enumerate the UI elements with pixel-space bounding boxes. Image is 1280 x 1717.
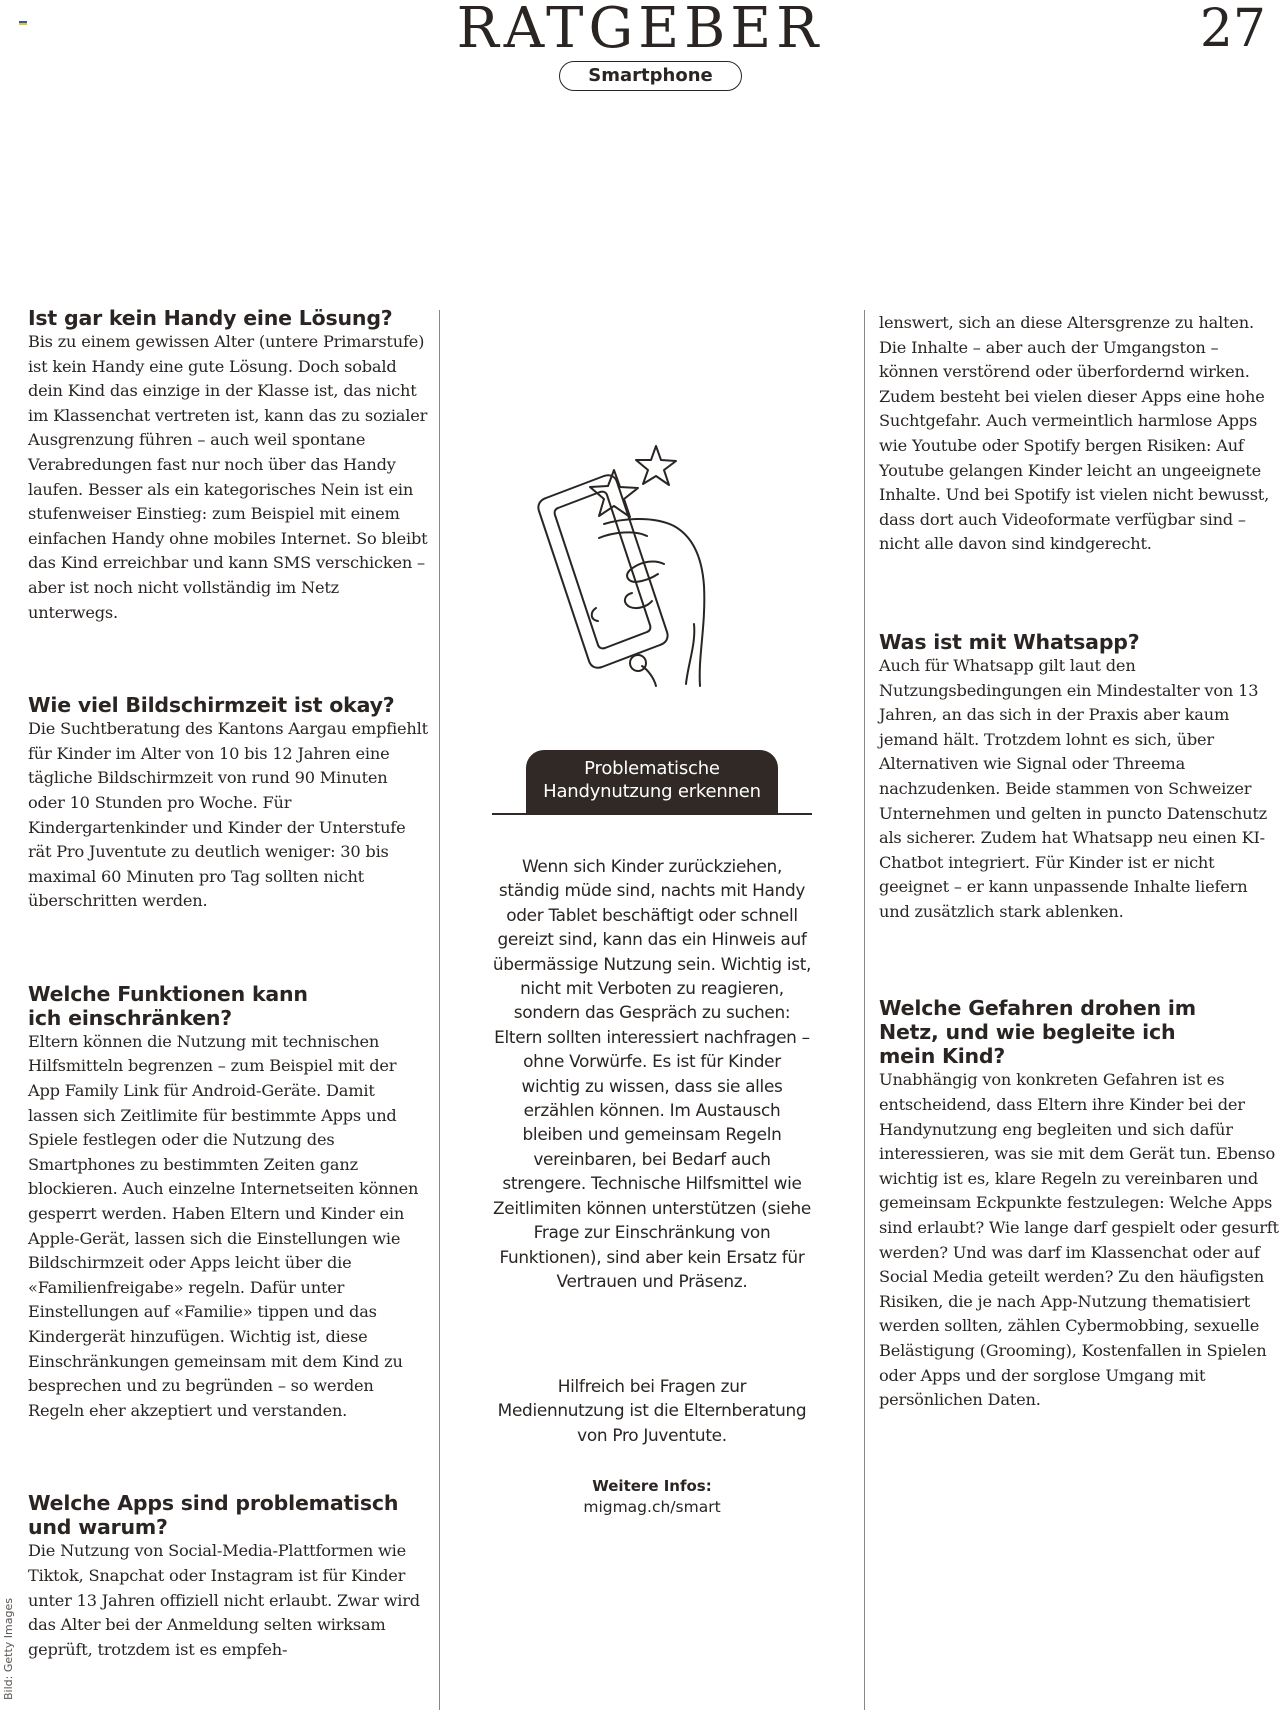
article-section <box>28 693 428 914</box>
section-heading: Ist gar kein Handy eine Lösung? <box>28 306 393 330</box>
column-divider <box>864 310 865 1710</box>
column-divider <box>439 310 440 1710</box>
page-number: 27 <box>1199 0 1266 59</box>
section-text: Eltern können die Nutzung mit technischen Hilfsmitteln begrenzen – zum Beispiel mit der App Family Link für Android-Geräte. Damit lassen sich Zeitlimite für bestimmte Apps und Spiele festlegen oder die Nutzung des Smartphones zu bestimmten Zeiten ganz blockieren. Auch einzelne Internetseiten können gesperrt werden. Haben Eltern und Kinder ein Apple-Gerät, lassen sich die Einstellungen wie Bildschirmzeit oder Apps leicht über die «Familienfreigabe» regeln. Dafür unter Einstellungen auf «Familie» tippen und das Kindergerät hinzufügen. Wichtig ist, diese Einschränkungen gemeinsam mit dem Kind zu besprechen und zu begründen – so werden Regeln eher akzeptiert und verstanden. <box>28 1031 419 1420</box>
section-text: Unabhängig von konkreten Gefahren ist es entscheidend, dass Eltern ihre Kinder bei der Handynutzung eng begleiten und sich dafür interessieren, was sie mit dem Gerät tun. Ebenso wichtig ist es, klare Regeln zu vereinbaren und gemeinsam Eckpunkte festzulegen: Welche Apps sind erlaubt? Wie lange darf gespielt oder gesurft werden? Und was darf im Klassenchat oder auf Social Media geteilt werden? Zu den häufigsten Risiken, die je nach App-Nutzung thematisiert werden sollten, zählen Cybermobbing, sexuelle Belästigung (Grooming), Kostenfallen in Spielen oder Apps und der sorglose Umgang mit persönlichen Daten. <box>879 1070 1279 1410</box>
section-heading: Welche Apps sind problematisch und warum? <box>28 1491 399 1540</box>
article-section <box>28 306 428 625</box>
hand-with-phone-illustration <box>536 438 756 700</box>
section-title: RATGEBER <box>456 0 824 61</box>
article-section <box>879 311 1279 557</box>
info-box-underline <box>492 813 812 815</box>
section-heading: Was ist mit Whatsapp? <box>879 629 1140 654</box>
section-text: Die Nutzung von Social-Media-Plattformen wie Tiktok, Snapchat oder Instagram ist für Kinder unter 13 Jahren offiziell nicht erlaubt. Zwar wird das Alter bei der Anmeldung selten wirksam geprüft, trotzdem ist es empfeh- <box>28 1541 420 1659</box>
section-text: Die Suchtberatung des Kantons Aargau empfiehlt für Kinder im Alter von 10 bis 12 Jahren eine tägliche Bildschirmzeit von rund 90 Minuten oder 10 Stunden pro Woche. Für Kindergartenkinder und Kinder der Unterstufe rät Pro Juventute zu deutlich weniger: 30 bis maximal 60 Minuten pro Tag sollten nicht überschritten werden. <box>28 719 428 911</box>
article-section <box>28 1491 428 1662</box>
article-section <box>28 982 428 1424</box>
info-more-link[interactable]: migmag.ch/smart <box>583 1498 721 1516</box>
section-heading: Welche Gefahren drohen im Netz, und wie begleite ich mein Kind? <box>879 996 1196 1069</box>
section-text: lenswert, sich an diese Altersgrenze zu halten. Die Inhalte – aber auch der Umgangston – können verstörend oder überfordernd wirken. Zudem besteht bei vielen dieser Apps eine hohe Suchtgefahr. Auch vermeintlich harmlose Apps wie Youtube oder Spotify bergen Risiken: Auf Youtube gelangen Kinder leicht an ungeeignete Inhalte. Und bei Spotify ist vielen nicht bewusst, dass dort auch Videoformate verfügbar sind – nicht alle davon sind kindgerecht. <box>879 313 1270 554</box>
section-heading: Wie viel Bildschirmzeit ist okay? <box>28 693 395 718</box>
star-icon <box>636 446 676 485</box>
article-section <box>879 996 1279 1412</box>
info-box-title: Problematische Handynutzung erkennen <box>543 758 761 802</box>
info-text: Wenn sich Kinder zurückziehen, ständig müde sind, nachts mit Handy oder Tablet beschäftigt oder schnell gereizt sind, kann das ein Hinweis auf übermässige Nutzung sein. Wichtig ist, nicht mit Verboten zu reagieren, sondern das Gespräch zu suchen: Eltern sollten interessiert nachfragen – ohne Vorwürfe. Es ist für Kinder wichtig zu wissen, dass sie alles erzählen können. Im Austausch bleiben und gemeinsam Regeln vereinbaren, bei Bedarf auch strengere. Technische Hilfsmittel wie Zeitlimiten können unterstützen (siehe Frage zur Einschränkung von Funktionen), sind aber kein Ersatz für Vertrauen und Präsenz. <box>492 856 812 1291</box>
info-more-label: Weitere Infos: <box>592 1477 712 1495</box>
info-help-text: Hilfreich bei Fragen zur Mediennutzung ist die Elternberatung von Pro Juventute. <box>497 1376 807 1445</box>
article-section <box>879 630 1279 925</box>
left-column <box>28 306 428 1662</box>
section-text: Bis zu einem gewissen Alter (untere Primarstufe) ist kein Handy eine gute Lösung. Doch sobald dein Kind das einzige in der Klasse ist, das nicht im Klassenchat vertreten ist, kann das zu sozialer Ausgrenzung führen – auch weil spontane Verabredungen fast nur noch über das Handy laufen. Besser als ein kategorisches Nein ist ein stufenweiser Einstieg: zum Beispiel mit einem einfachen Handy ohne mobiles Internet. So bleibt das Kind erreichbar und kann SMS verschicken – aber ist noch nicht vollständig im Netz unterwegs. <box>28 332 428 622</box>
section-text: Auch für Whatsapp gilt laut den Nutzungsbedingungen ein Mindestalter von 13 Jahren, an das sich in der Praxis aber kaum jemand hält. Trotzdem lohnt es sich, über Alternativen wie Signal oder Threema nachzudenken. Beide stammen von Schweizer Unternehmen und gelten in puncto Datenschutz als sicherer. Zudem hat Whatsapp neu einen KI-Chatbot integriert. Für Kinder ist er nicht geeignet – er kann unpassende Inhalte liefern und zusätzlich stark ablenken. <box>879 655 1267 921</box>
right-column <box>879 311 1279 1413</box>
photo-credit: Bild: Getty Images <box>2 1598 15 1700</box>
section-heading: Welche Funktionen kann ich einschränken? <box>28 981 308 1030</box>
topic-tag: Smartphone <box>559 61 742 91</box>
